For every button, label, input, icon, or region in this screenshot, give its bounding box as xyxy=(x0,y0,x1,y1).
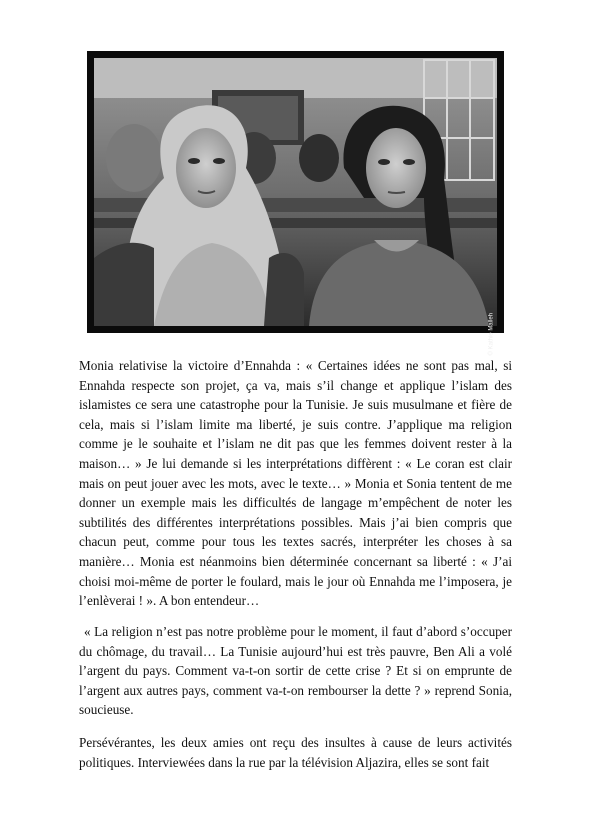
photo-frame xyxy=(87,51,504,356)
photo-credit: © Kathie Malleh xyxy=(488,313,494,356)
article-paragraph-1 xyxy=(79,356,512,611)
paragraph-text: « La religion n’est pas notre problème pour le moment, il faut d’abord s’occuper du chômage, du travail… La Tunisie aujourd’hui est très pauvre, Ben Ali a volé l’argent du pays. Comment va-t-on sortir de cette crise ? Et si on emprunte de l’argent aux autres pays, comment va-t-on rembourser la dette ? » reprend Sonia, soucieuse. xyxy=(79,624,512,718)
article-paragraph-2 xyxy=(79,622,512,720)
portrait-photo xyxy=(94,58,497,326)
article-paragraph-3 xyxy=(79,733,512,772)
paragraph-text: Monia relativise la victoire d’Ennahda : « Certaines idées ne sont pas mal, si Ennahda respecte son projet, ça va, mais s’il change et applique l’islam des islamistes ce sera une catastrophe pour la Tunisie. Je suis musulmane et fière de cela, mais si l’islam limite ma liberté, je suis contre. J’applique ma religion comme je le souhaite et l’islam ne dit pas que les femmes doivent rester à la maison… » Je lui demande si les interprétations diffèrent : « Le coran est clair mais on peut jouer avec les mots, avec le texte… » Monia et Sonia tentent de me donner un exemple mais les difficultés de langage m’empêchent de noter les subtilités des différentes interprétations possibles. Mais j’ai bien compris que chacun peut, comme pour tous les textes sacrés, interpréter les choses à sa manière… Monia est néanmoins bien déterminée concernant sa liberté : « J’ai choisi moi-même de porter le foulard, mais le jour où Ennahda me l’imposera, je l’enlèverai ! ». A bon entendeur… xyxy=(79,358,512,609)
paragraph-text: Persévérantes, les deux amies ont reçu des insultes à cause de leurs activités politiques. Interviewées dans la rue par la télévision Aljazira, elles se sont fait xyxy=(79,735,512,770)
